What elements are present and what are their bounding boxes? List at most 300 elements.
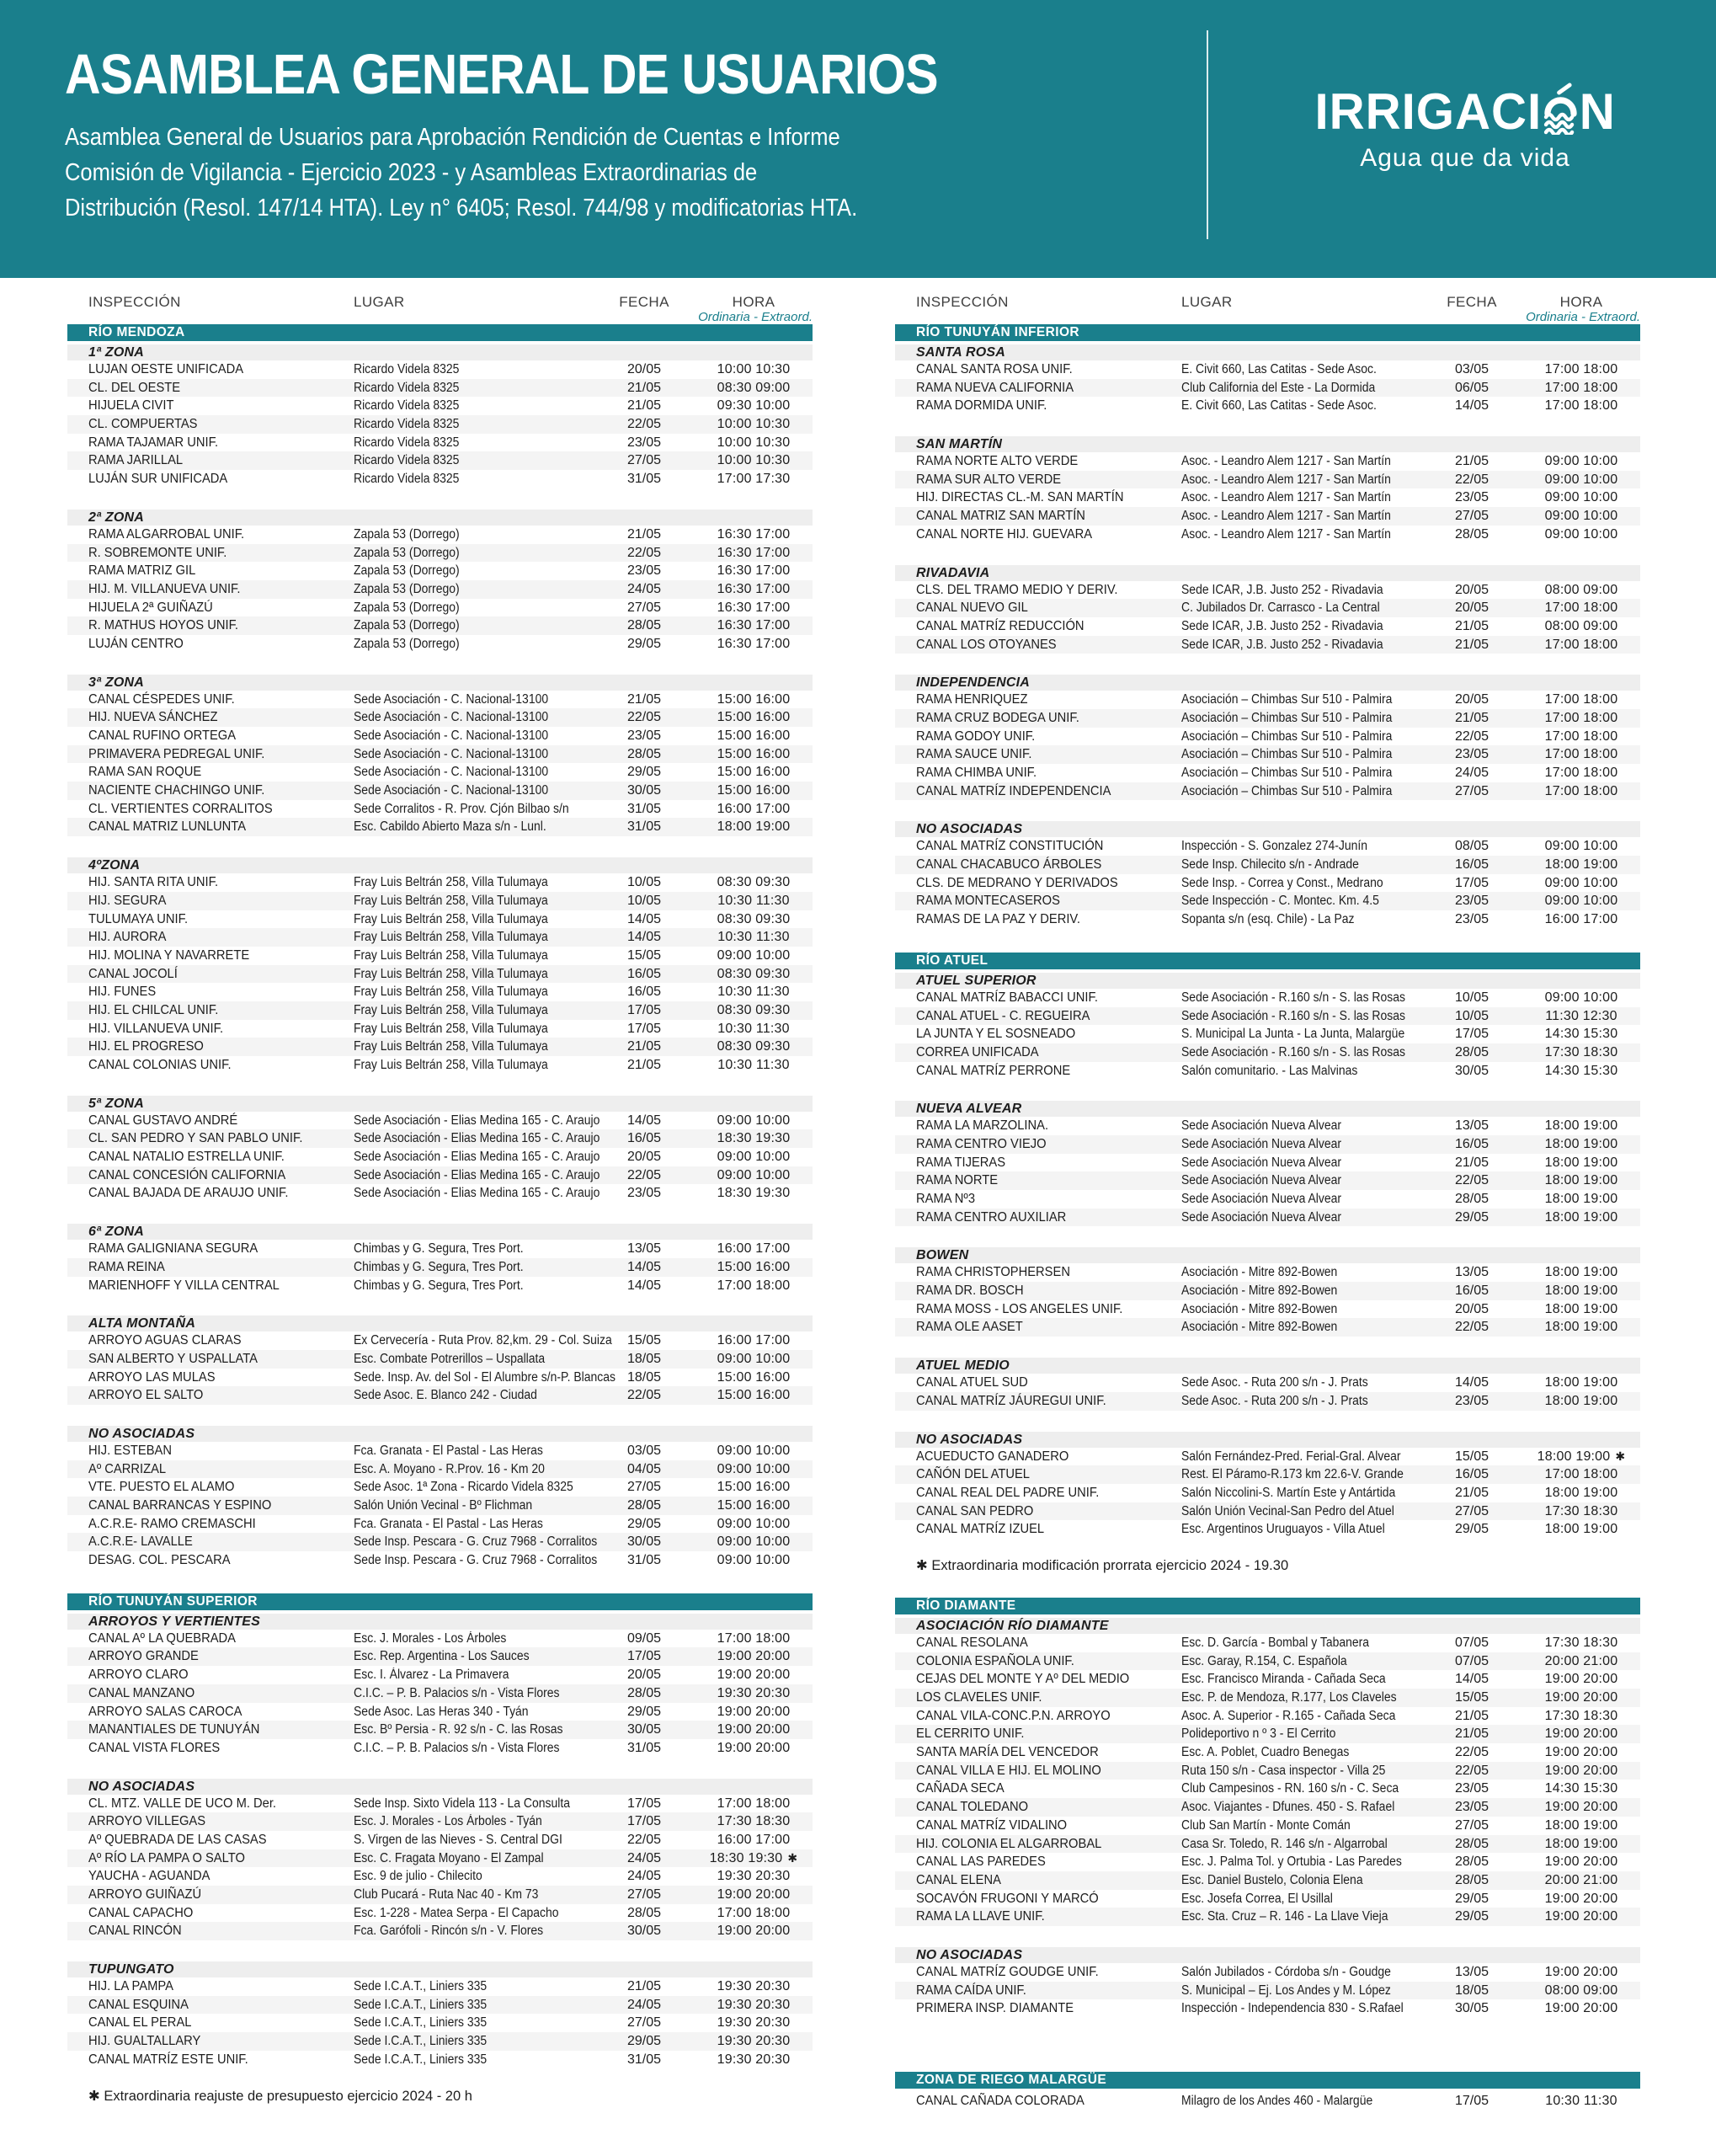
hora-cell [686, 1001, 821, 1020]
lugar-cell: Salón Fernández-Pred. Ferial-Gral. Alvear [1181, 1449, 1401, 1464]
lugar-cell: Asoc. - Leandro Alem 1217 - San Martín [1181, 509, 1391, 524]
table-row [67, 1904, 813, 1923]
fecha-cell: 28/05 [626, 618, 662, 633]
fecha-cell: 28/05 [626, 746, 662, 761]
table-row [67, 1386, 813, 1405]
lugar-cell: Zapala 53 (Dorrego) [354, 581, 460, 596]
logo-o-wave-icon [1543, 83, 1579, 131]
hora-cell [1514, 1871, 1649, 1890]
hora-cell [686, 2014, 821, 2032]
lugar-cell: Asoc. Viajantes - Dfunes. 450 - S. Rafael [1181, 1800, 1395, 1815]
fecha-cell: 23/05 [626, 1186, 662, 1201]
zone-rows [67, 1977, 813, 2068]
hora-value: 17:30 18:30 [1544, 1635, 1618, 1650]
table-row [67, 1533, 813, 1551]
inspeccion-cell: RAMA LA LLAVE UNIF. [916, 1909, 1045, 1924]
zone-group-header: 1ª ZONA [67, 344, 813, 360]
fecha-cell: 20/05 [626, 1150, 662, 1165]
lugar-cell: Sede Insp. Sixto Videla 113 - La Consulta [354, 1796, 570, 1811]
fecha-cell: 10/05 [626, 875, 662, 890]
fecha-cell: 20/05 [1454, 1301, 1490, 1316]
hora-cell [686, 1533, 821, 1551]
fecha-cell: 27/05 [626, 1887, 662, 1902]
inspeccion-cell: CANAL MATRÍZ BABACCI UNIF. [916, 990, 1098, 1005]
lugar-cell: Esc. Argentinos Uruguayos - Villa Atuel [1181, 1522, 1385, 1537]
hora-cell [1514, 1300, 1649, 1319]
lugar-cell: Asociación - Mitre 892-Bowen [1181, 1265, 1338, 1280]
table-row [67, 1630, 813, 1648]
hora-cell [686, 1886, 821, 1904]
table-row [67, 782, 813, 800]
hora-cell [1514, 1890, 1649, 1908]
hora-cell [686, 983, 821, 1001]
zone-group-header: NO ASOCIADAS [895, 1947, 1640, 1963]
fecha-cell: 23/05 [1454, 490, 1490, 505]
inspeccion-cell: A.C.R.E- LAVALLE [88, 1534, 193, 1550]
hora-cell [686, 1551, 821, 1570]
inspeccion-cell: HIJ. EL CHILCAL UNIF. [88, 1002, 219, 1017]
hora-value: 15:00 16:00 [717, 746, 791, 761]
hora-value: 19:00 20:00 [1544, 1891, 1618, 1906]
header-divider [1207, 30, 1208, 239]
fecha-cell: 30/05 [626, 1924, 662, 1939]
hora-value: 18:00 19:00 [1544, 1836, 1618, 1851]
fecha-cell: 22/05 [1454, 1320, 1490, 1335]
hora-value: 15:00 16:00 [717, 1498, 791, 1513]
table-row [67, 745, 813, 764]
lugar-cell: Sede Asoc. 1ª Zona - Ricardo Videla 8325 [354, 1480, 573, 1495]
lugar-cell: Sede Asociación Nueva Alvear [1181, 1173, 1341, 1188]
hora-cell [686, 397, 821, 415]
hora-cell [686, 965, 821, 984]
lugar-cell: Sede Asociación - C. Nacional-13100 [354, 765, 549, 780]
lugar-cell: Casa Sr. Toledo, R. 146 s/n - Algarrobal [1181, 1836, 1388, 1851]
lugar-cell: Asoc. A. Superior - R.165 - Cañada Seca [1181, 1708, 1396, 1723]
hora-value: 09:00 10:00 [717, 1534, 791, 1550]
table-row [895, 1263, 1640, 1282]
river-section-bar: RÍO DIAMANTE [895, 1598, 1640, 1614]
hora-cell [1514, 397, 1649, 415]
hora-cell [1514, 1725, 1649, 1743]
hora-value: 17:00 18:00 [717, 1905, 791, 1920]
inspeccion-cell: CORREA UNIFICADA [916, 1044, 1039, 1059]
hora-value: 17:00 18:00 [1544, 783, 1618, 798]
lugar-cell: Sede ICAR, J.B. Justo 252 - Rivadavia [1181, 582, 1383, 597]
hora-value: 09:00 10:00 [1544, 526, 1618, 542]
inspeccion-cell: ARROYO GUIÑAZÚ [88, 1887, 202, 1902]
inspeccion-cell: CANAL SAN PEDRO [916, 1503, 1034, 1518]
lugar-cell: Esc. Josefa Correa, El Usillal [1181, 1891, 1333, 1906]
table-row [895, 745, 1640, 764]
hora-value: 09:00 10:00 [1544, 454, 1618, 469]
hora-value: 16:00 17:00 [1544, 912, 1618, 927]
fecha-cell: 28/05 [626, 1498, 662, 1513]
fecha-cell: 03/05 [1454, 362, 1490, 376]
hora-value: 16:00 17:00 [717, 1241, 791, 1257]
lugar-cell: Chimbas y G. Segura, Tres Port. [354, 1241, 524, 1257]
fecha-cell: 18/05 [626, 1369, 662, 1385]
lugar-cell: Sede Asoc. E. Blanco 242 - Ciudad [354, 1388, 537, 1403]
hora-value: 15:00 16:00 [717, 1369, 791, 1385]
fecha-cell: 22/05 [1454, 472, 1490, 487]
hora-value: 17:00 18:00 [1544, 766, 1618, 780]
lugar-cell: Ricardo Videla 8325 [354, 472, 460, 487]
lugar-cell: Esc. D. García - Bombal y Tabanera [1181, 1635, 1370, 1650]
zone-group-header: NO ASOCIADAS [895, 1432, 1640, 1448]
hora-cell [686, 1684, 821, 1703]
inspeccion-cell: LA JUNTA Y EL SOSNEADO [916, 1027, 1076, 1042]
fecha-cell: 14/05 [626, 1259, 662, 1274]
hora-cell [686, 635, 821, 654]
hora-cell [686, 2051, 821, 2069]
table-row [67, 873, 813, 892]
column-header-fecha: FECHA [619, 294, 669, 310]
inspeccion-cell: DESAG. COL. PESCARA [88, 1553, 231, 1568]
fecha-cell: 10/05 [1454, 990, 1490, 1005]
lugar-cell: Fray Luis Beltrán 258, Villa Tulumaya [354, 911, 548, 926]
inspeccion-cell: RAMA TAJAMAR UNIF. [88, 435, 219, 450]
zone-group-header: SANTA ROSA [895, 344, 1640, 360]
hora-value: 19:00 20:00 [1544, 1745, 1618, 1760]
lugar-cell: Esc. Combate Potrerillos – Uspallata [354, 1351, 546, 1366]
fecha-cell: 13/05 [626, 1241, 662, 1257]
hora-value: 18:00 19:00 [1544, 1393, 1618, 1408]
zone-rows [895, 691, 1640, 800]
hora-cell [686, 745, 821, 764]
fecha-cell: 14/05 [1454, 1375, 1490, 1390]
table-row [895, 782, 1640, 801]
hora-cell [1514, 599, 1649, 617]
lugar-cell: Sede Insp. Pescara - G. Cruz 7968 - Corralitos [354, 1553, 598, 1568]
table-row [67, 1478, 813, 1497]
fecha-cell: 28/05 [626, 1685, 662, 1700]
table-row [895, 507, 1640, 526]
lugar-cell: Ricardo Videla 8325 [354, 398, 460, 414]
hora-value: 20:00 21:00 [1544, 1872, 1618, 1887]
fecha-cell: 22/05 [626, 1832, 662, 1847]
lugar-cell: Club San Martín - Monte Comán [1181, 1817, 1351, 1833]
hora-cell [686, 1020, 821, 1038]
table-row [895, 1780, 1640, 1798]
hora-cell [1514, 728, 1649, 746]
hora-cell [1514, 1982, 1649, 2000]
zone-group-header: ASOCIACIÓN RÍO DIAMANTE [895, 1618, 1640, 1634]
fecha-cell: 28/05 [1454, 1192, 1490, 1206]
fecha-cell: 22/05 [626, 710, 662, 725]
zone-rows [895, 1117, 1640, 1226]
footnote: ✱ Extraordinaria modificación prorrata ejercicio 2024 - 19.30 [916, 1557, 1289, 1573]
lugar-cell: Fca. Granata - El Pastal - Las Heras [354, 1443, 543, 1458]
hora-value: 19:00 20:00 [717, 1704, 791, 1719]
inspeccion-cell: R. SOBREMONTE UNIF. [88, 545, 227, 560]
inspeccion-cell: RAMA LA MARZOLINA. [916, 1118, 1049, 1134]
fecha-cell: 20/05 [626, 1668, 662, 1683]
hora-cell [1514, 1282, 1649, 1300]
inspeccion-cell: LOS CLAVELES UNIF. [916, 1690, 1042, 1705]
fecha-cell: 23/05 [1454, 1393, 1490, 1408]
hora-value: 18:00 19:00 [1544, 1320, 1618, 1335]
hora-value: 09:00 10:00 [1544, 472, 1618, 487]
inspeccion-cell: LUJÁN SUR UNIFICADA [88, 472, 228, 487]
inspeccion-cell: RAMA CENTRO AUXILIAR [916, 1209, 1067, 1225]
table-row [67, 1647, 813, 1666]
lugar-cell: Sede Asociación Nueva Alvear [1181, 1118, 1341, 1134]
inspeccion-cell: RAMA GALIGNIANA SEGURA [88, 1241, 258, 1257]
table-row [67, 1112, 813, 1130]
lugar-cell: Club California del Este - La Dormida [1181, 380, 1376, 395]
fecha-cell: 20/05 [1454, 600, 1490, 616]
inspeccion-cell: CANAL BARRANCAS Y ESPINO [88, 1498, 272, 1513]
lugar-cell: Sede I.C.A.T., Liniers 335 [354, 2015, 488, 2031]
table-row [895, 1374, 1640, 1392]
fecha-cell: 21/05 [1454, 710, 1490, 725]
river-section-bar: RÍO ATUEL [895, 953, 1640, 969]
hora-value: 09:00 10:00 [717, 1553, 791, 1568]
hora-cell [686, 1831, 821, 1849]
hora-value: 19:00 20:00 [1544, 1800, 1618, 1815]
table-row [67, 1038, 813, 1056]
hora-cell [1514, 782, 1649, 801]
hora-subheader: Ordinaria - Extraord. [1526, 310, 1640, 324]
lugar-cell: Ruta 150 s/n - Casa inspector - Villa 25 [1181, 1763, 1386, 1778]
lugar-cell: Asoc. - Leandro Alem 1217 - San Martín [1181, 526, 1391, 542]
hora-cell [1514, 1171, 1649, 1190]
table-row [67, 1184, 813, 1203]
table-row [67, 397, 813, 415]
table-row [67, 1886, 813, 1904]
fecha-cell: 16/05 [626, 1131, 662, 1146]
hora-value: 19:00 20:00 [1544, 2001, 1618, 2016]
inspeccion-cell: CANAL SANTA ROSA UNIF. [916, 362, 1073, 376]
hora-cell [686, 360, 821, 379]
lugar-cell: Sede Asoc. - Ruta 200 s/n - J. Prats [1181, 1393, 1368, 1408]
inspeccion-cell: RAMA NORTE [916, 1173, 999, 1188]
zone-group-header: 5ª ZONA [67, 1096, 813, 1112]
hora-value: 09:00 10:00 [717, 1516, 791, 1531]
fecha-cell: 24/05 [626, 1850, 662, 1865]
table-row [895, 837, 1640, 856]
hora-cell [686, 415, 821, 434]
inspeccion-cell: RAMA CHIMBA UNIF. [916, 766, 1037, 780]
hora-value: 19:00 20:00 [717, 1887, 791, 1902]
fecha-cell: 16/05 [1454, 1467, 1490, 1482]
fecha-cell: 21/05 [1454, 1708, 1490, 1723]
lugar-cell: Sede Asociación - C. Nacional-13100 [354, 783, 549, 798]
inspeccion-cell: CAÑADA SECA [916, 1781, 1005, 1796]
hora-cell [1514, 581, 1649, 600]
table-row [895, 1300, 1640, 1319]
table-row [67, 1849, 813, 1868]
hora-cell [686, 1739, 821, 1758]
lugar-cell: Sede Asociación - Elias Medina 165 - C. Araujo [354, 1150, 600, 1165]
inspeccion-cell: CL. COMPUERTAS [88, 417, 198, 432]
hora-value: 19:30 20:30 [717, 1979, 791, 1994]
fecha-cell: 15/05 [1454, 1449, 1490, 1464]
hora-value: 16:30 17:00 [717, 545, 791, 560]
zone-group-header: BOWEN [895, 1247, 1640, 1263]
inspeccion-cell: PRIMAVERA PEDREGAL UNIF. [88, 746, 265, 761]
hora-cell [1514, 1190, 1649, 1209]
hora-value: 19:00 20:00 [717, 1668, 791, 1683]
lugar-cell: Salón Niccolini-S. Martín Este y Antártida [1181, 1485, 1396, 1500]
hora-cell [686, 1478, 821, 1497]
fecha-cell: 31/05 [626, 819, 662, 835]
fecha-cell: 07/05 [1454, 1635, 1490, 1650]
lugar-cell: Esc. 1-228 - Matea Serpa - El Capacho [354, 1905, 559, 1920]
hora-cell [686, 1795, 821, 1813]
hora-value: 15:00 16:00 [717, 691, 791, 707]
inspeccion-cell: RAMA ALGARROBAL UNIF. [88, 526, 245, 542]
hora-cell [686, 434, 821, 452]
hora-cell [686, 526, 821, 544]
fecha-cell: 23/05 [1454, 912, 1490, 927]
column-header-fecha: FECHA [1447, 294, 1497, 310]
hora-value: 17:00 18:00 [717, 1630, 791, 1646]
lugar-cell: Club Pucará - Ruta Nac 40 - Km 73 [354, 1887, 539, 1902]
table-row [895, 1835, 1640, 1854]
hora-value: 08:30 09:00 [717, 380, 791, 395]
hora-value: 19:30 20:30 [717, 1997, 791, 2012]
inspeccion-cell: CANAL NORTE HIJ. GUEVARA [916, 526, 1093, 542]
inspeccion-cell: Aº RÍO LA PAMPA O SALTO [88, 1850, 245, 1865]
table-row [895, 1209, 1640, 1227]
lugar-cell: E. Civit 660, Las Catitas - Sede Asoc. [1181, 398, 1377, 414]
inspeccion-cell: CANAL VILLA E HIJ. EL MOLINO [916, 1763, 1101, 1778]
fecha-cell: 17/05 [1454, 1027, 1490, 1042]
hora-value: 11:30 12:30 [1545, 1008, 1617, 1023]
inspeccion-cell: LUJAN OESTE UNIFICADA [88, 362, 244, 376]
hora-value: 10:00 10:30 [717, 362, 791, 376]
table-row [67, 616, 813, 635]
fecha-cell: 17/05 [1454, 2094, 1490, 2108]
inspeccion-cell: RAMAS DE LA PAZ Y DERIV. [916, 912, 1080, 927]
table-row [67, 1240, 813, 1258]
inspeccion-cell: CANAL MATRÍZ PERRONE [916, 1063, 1071, 1078]
fecha-cell: 27/05 [1454, 509, 1490, 524]
hora-value: 17:00 18:00 [1544, 380, 1618, 395]
table-row [67, 1721, 813, 1739]
fecha-cell: 21/05 [626, 1979, 662, 1994]
inspeccion-cell: RAMA DR. BOSCH [916, 1283, 1024, 1299]
hora-value: 15:00 16:00 [717, 783, 791, 798]
fecha-cell: 28/05 [1454, 1044, 1490, 1059]
zone-group-header: NO ASOCIADAS [67, 1426, 813, 1442]
fecha-cell: 14/05 [1454, 398, 1490, 414]
hora-value: 17:00 18:00 [1544, 728, 1618, 744]
fecha-cell: 29/05 [626, 2034, 662, 2049]
hora-value: 08:30 09:30 [717, 1002, 791, 1017]
table-row [895, 397, 1640, 415]
hora-cell [1514, 617, 1649, 636]
table-row [67, 1460, 813, 1479]
hora-cell [686, 800, 821, 819]
table-row [67, 818, 813, 836]
inspeccion-cell: CANAL MATRIZ LUNLUNTA [88, 819, 247, 835]
hora-cell [1514, 892, 1649, 910]
lugar-cell: Asociación – Chimbas Sur 510 - Palmira [1181, 747, 1393, 762]
river-section-bar: ZONA DE RIEGO MALARGÜE [895, 2072, 1640, 2089]
hora-cell [686, 1867, 821, 1886]
hora-value: 08:00 09:00 [1544, 582, 1618, 597]
fecha-cell: 31/05 [626, 2052, 662, 2067]
lugar-cell: C.I.C. – P. B. Palacios s/n - Vista Flores [354, 1740, 560, 1755]
table-row [895, 1890, 1640, 1908]
hora-value: 18:00 19:00 [717, 819, 791, 835]
zone-rows [895, 1963, 1640, 2018]
inspeccion-cell: CANAL LOS OTOYANES [916, 637, 1057, 652]
zone-rows [895, 1374, 1640, 1410]
fecha-cell: 29/05 [1454, 1209, 1490, 1225]
hora-cell [1514, 1743, 1649, 1762]
inspeccion-cell: CANAL COLONIAS UNIF. [88, 1058, 232, 1072]
table-row [67, 1350, 813, 1369]
schedule-column-right [895, 291, 1640, 2111]
lugar-cell: Inspección - Independencia 830 - S.Rafael [1181, 2001, 1404, 2016]
hora-value: 18:00 19:00 [1544, 1375, 1618, 1390]
fecha-cell: 17/05 [1454, 875, 1490, 890]
river-section-bar: RÍO TUNUYÁN SUPERIOR [67, 1593, 813, 1610]
inspeccion-cell: Aº CARRIZAL [88, 1461, 167, 1476]
lugar-cell: Ricardo Videla 8325 [354, 362, 460, 376]
zone-group-header: NUEVA ALVEAR [895, 1101, 1640, 1117]
fecha-cell: 10/05 [1454, 1008, 1490, 1023]
lugar-cell: Sede Asociación - R.160 s/n - S. las Rosas [1181, 990, 1405, 1005]
hora-cell [1514, 1520, 1649, 1539]
hora-value: 16:30 17:00 [717, 581, 791, 596]
inspeccion-cell: HIJ. SANTA RITA UNIF. [88, 875, 219, 890]
fecha-cell: 22/05 [1454, 728, 1490, 744]
hora-value: 09:00 10:00 [717, 947, 791, 963]
hora-cell [1514, 452, 1649, 471]
inspeccion-cell: CANAL CHACABUCO ÁRBOLES [916, 857, 1102, 873]
hora-value: 15:00 16:00 [717, 1480, 791, 1495]
table-row [67, 1666, 813, 1684]
hora-cell [686, 1977, 821, 1996]
lugar-cell: Milagro de los Andes 460 - Malargüe [1181, 2094, 1373, 2108]
inspeccion-cell: SANTA MARÍA DEL VENCEDOR [916, 1745, 1099, 1760]
zone-rows [895, 581, 1640, 654]
hora-cell [1514, 1392, 1649, 1411]
inspeccion-cell: ARROYO GRANDE [88, 1649, 199, 1664]
hora-value: 17:30 18:30 [1544, 1708, 1618, 1723]
fecha-cell: 23/05 [626, 435, 662, 450]
lugar-cell: C. Jubilados Dr. Carrasco - La Central [1181, 600, 1380, 616]
lugar-cell: Sede I.C.A.T., Liniers 335 [354, 1979, 488, 1994]
fecha-cell: 21/05 [626, 526, 662, 542]
inspeccion-cell: HIJ. COLONIA EL ALGARROBAL [916, 1836, 1102, 1851]
inspeccion-cell: RAMA CENTRO VIEJO [916, 1136, 1047, 1151]
lugar-cell: Esc. J. Morales - Los Árboles - Tyán [354, 1814, 542, 1829]
inspeccion-cell: COLONIA ESPAÑOLA UNIF. [916, 1653, 1074, 1668]
inspeccion-cell: ARROYO SALAS CAROCA [88, 1704, 242, 1719]
hora-value: 18:00 19:00 [1544, 1283, 1618, 1299]
table-row [895, 1520, 1640, 1539]
table-row [895, 1502, 1640, 1521]
fecha-cell: 09/05 [626, 1630, 662, 1646]
lugar-cell: Zapala 53 (Dorrego) [354, 636, 460, 651]
lugar-cell: Sede Asociación - R.160 s/n - S. las Rosas [1181, 1008, 1405, 1023]
zone-group-header: 6ª ZONA [67, 1224, 813, 1240]
column-header-hora: HORA [1559, 294, 1603, 310]
zone-rows [895, 837, 1640, 928]
hora-cell [1514, 1062, 1649, 1081]
inspeccion-cell: CANAL MATRÍZ GOUDGE UNIF. [916, 1964, 1099, 1979]
hora-cell [1514, 1154, 1649, 1172]
table-row [895, 1190, 1640, 1209]
hora-cell [686, 892, 821, 910]
zone-group-header: 4ºZONA [67, 857, 813, 873]
hora-value: 16:00 17:00 [717, 801, 791, 816]
